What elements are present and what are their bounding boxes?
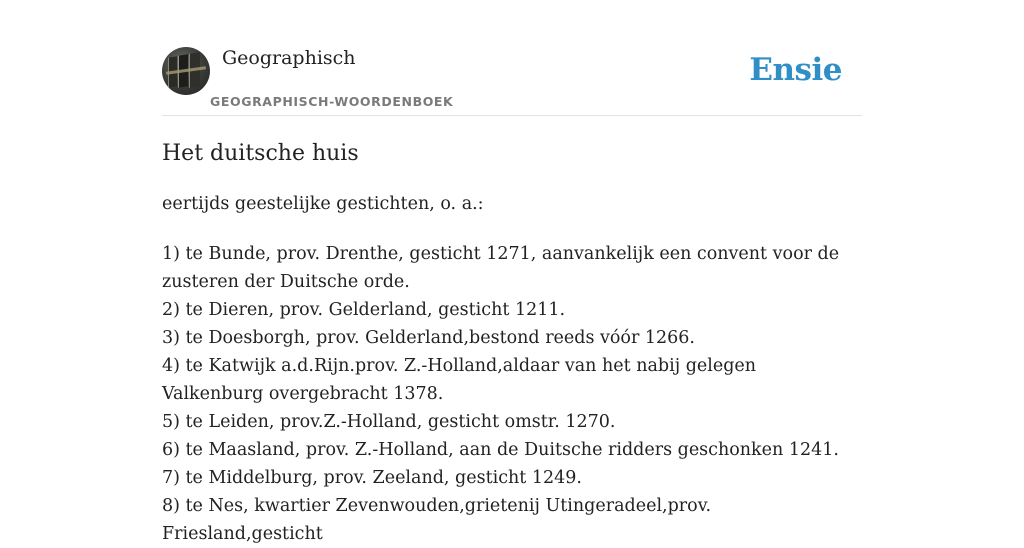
list-item: 3) te Doesborgh, prov. Gelderland,bestond reeds vóór 1266. <box>162 328 695 348</box>
list-item: 7) te Middelburg, prov. Zeeland, gesticht 1249. <box>162 468 582 488</box>
article-intro: eertijds geestelijke gestichten, o. a.: <box>162 194 484 214</box>
site-slug: GEOGRAPHISCH-WOORDENBOEK <box>210 94 454 109</box>
list-item: 4) te Katwijk a.d.Rijn.prov. Z.-Holland,aldaar van het nabij gelegen Valkenburg overgebracht 1378. <box>162 356 757 404</box>
site-name-link[interactable]: Geographisch <box>222 47 356 69</box>
list-item: 1) te Bunde, prov. Drenthe, gesticht 1271, aanvankelijk een convent voor de zusteren der Duitsche orde. <box>162 244 840 292</box>
list-item: 8) te Nes, kwartier Zevenwouden,grietenij Utingeradeel,prov. Friesland,gesticht <box>162 496 712 544</box>
site-header <box>162 46 862 116</box>
list-item: 2) te Dieren, prov. Gelderland, gesticht 1211. <box>162 300 566 320</box>
ensie-logo-link[interactable]: Ensie <box>749 52 842 88</box>
list-item: 6) te Maasland, prov. Z.-Holland, aan de Duitsche ridders geschonken 1241. <box>162 440 839 460</box>
site-avatar[interactable] <box>162 47 210 95</box>
header-divider <box>162 115 862 116</box>
article-title: Het duitsche huis <box>162 141 359 166</box>
entry-list <box>162 240 852 548</box>
list-item: 5) te Leiden, prov.Z.-Holland, gesticht omstr. 1270. <box>162 412 616 432</box>
